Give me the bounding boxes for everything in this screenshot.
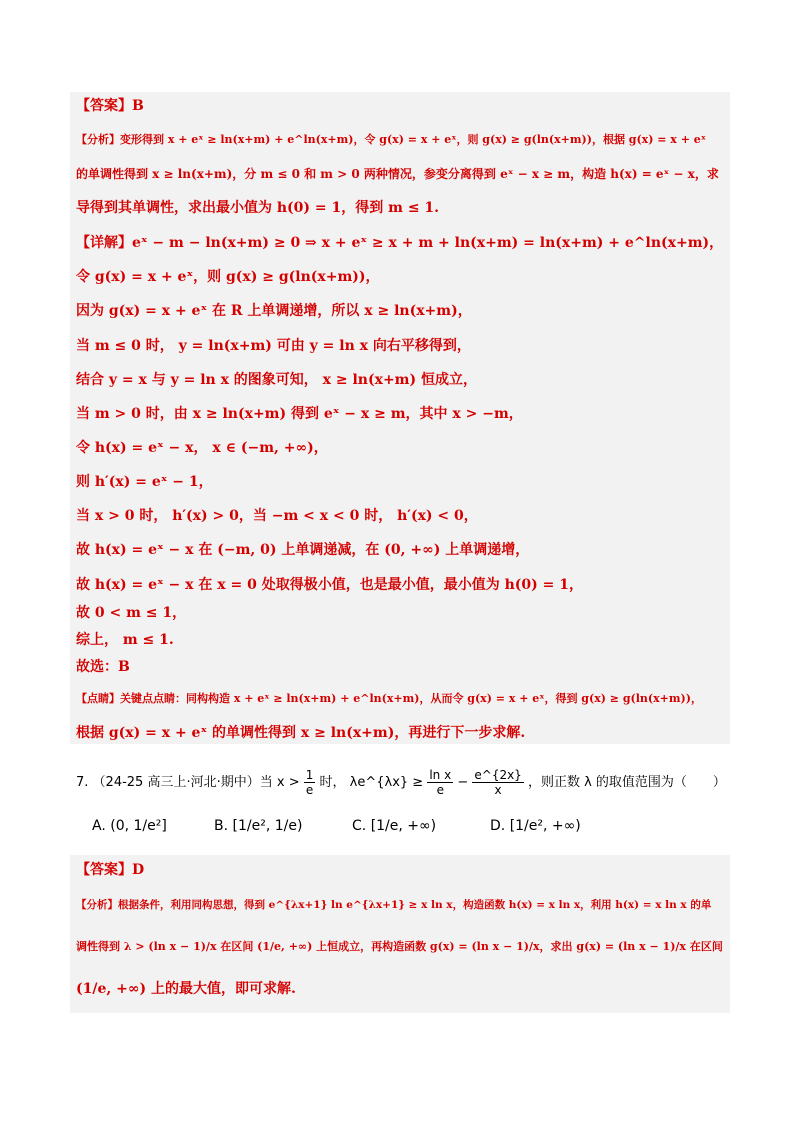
analysis-6-line2: 的单调性得到 x ≥ ln(x+m)，分 m ≤ 0 和 m > 0 两种情况，参变分离得到 eˣ − x ≥ m，构造 h(x) = eˣ − x，求 bbox=[76, 167, 719, 181]
option-b[interactable]: B. [1/e², 1/e) bbox=[214, 818, 303, 834]
question-7 bbox=[76, 768, 726, 797]
option-a[interactable]: A. (0, 1/e²] bbox=[92, 818, 167, 834]
question-number: 7. bbox=[76, 775, 89, 790]
answer-6: 【答案】B bbox=[76, 98, 144, 114]
detail-6-line4: 当 m ≤ 0 时， y = ln(x+m) 可由 y = ln x 向右平移得到， bbox=[76, 338, 471, 354]
condition-text-2: 时， λe^{λx} ≥ bbox=[319, 775, 424, 790]
analysis-7-line3: (1/e, +∞) 上的最大值，即可求解. bbox=[76, 981, 296, 997]
detail-6-line7: 令 h(x) = eˣ − x， x ∈ (−m, +∞)， bbox=[76, 440, 328, 456]
option-d[interactable]: D. [1/e², +∞) bbox=[490, 818, 581, 834]
option-c[interactable]: C. [1/e, +∞) bbox=[352, 818, 437, 834]
detail-6-line5: 结合 y = x 与 y = ln x 的图象可知， x ≥ ln(x+m) 恒成立， bbox=[76, 372, 477, 388]
key-point-6-line2: 根据 g(x) = x + eˣ 的单调性得到 x ≥ ln(x+m)，再进行下一步求解. bbox=[76, 725, 526, 741]
detail-6-line10: 故 h(x) = eˣ − x 在 (−m, 0) 上单调递减，在 (0, +∞) 上单调递增， bbox=[76, 542, 530, 558]
fraction-1-over-e: $\frac{1}{e}$ bbox=[305, 768, 314, 797]
detail-6-line11: 故 h(x) = eˣ − x 在 x = 0 处取得极小值，也是最小值，最小值为 h(0) = 1， bbox=[76, 577, 583, 593]
detail-6-line3: 因为 g(x) = x + eˣ 在 R 上单调递增，所以 x ≥ ln(x+m)， bbox=[76, 303, 472, 319]
analysis-7-line1: 【分析】根据条件，利用同构思想，得到 e^{λx+1} ln e^{λx+1} ≥ x ln x，构造函数 h(x) = x ln x，利用 h(x) = x ln x 的单 bbox=[76, 899, 712, 911]
detail-6-line6: 当 m > 0 时，由 x ≥ ln(x+m) 得到 eˣ − x ≥ m，其中 x > −m， bbox=[76, 406, 523, 422]
answer-7: 【答案】D bbox=[76, 862, 145, 878]
question-source: （24-25 高三上·河北·期中）当 bbox=[92, 775, 273, 790]
detail-6-line8: 则 h′(x) = eˣ − 1， bbox=[76, 474, 213, 490]
detail-6-line12: 故 0 < m ≤ 1， bbox=[76, 605, 187, 621]
fraction-e2x-over-x: $\frac{e\^{}\{2x\}}{x}$ bbox=[474, 768, 522, 797]
detail-6-line1: 【详解】eˣ − m − ln(x+m) ≥ 0 ⇒ x + eˣ ≥ x + m + ln(x+m) = ln(x+m) + e^ln(x+m)， bbox=[76, 235, 724, 251]
detail-6-line2: 令 g(x) = x + eˣ，则 g(x) ≥ g(ln(x+m))， bbox=[76, 269, 380, 285]
condition-text: x > bbox=[276, 775, 300, 790]
analysis-6-line3: 导得到其单调性，求出最小值为 h(0) = 1，得到 m ≤ 1. bbox=[76, 200, 440, 216]
key-point-6-line1: 【点睛】关键点点睛：同构构造 x + eˣ ≥ ln(x+m) + e^ln(x+m)，从而令 g(x) = x + eˣ，得到 g(x) ≥ g(ln(x+m))， bbox=[76, 692, 702, 705]
question-tail: ，则正数 λ 的取值范围为（ ） bbox=[527, 775, 726, 790]
detail-6-line13: 综上， m ≤ 1. bbox=[76, 632, 174, 648]
fraction-lnx-over-e: $\frac{\text{ln x}}{e}$ bbox=[429, 768, 452, 797]
analysis-6-line1: 【分析】变形得到 x + eˣ ≥ ln(x+m) + e^ln(x+m)，令 g(x) = x + eˣ，则 g(x) ≥ g(ln(x+m))，根据 g(x) = x + eˣ bbox=[76, 133, 706, 146]
minus-sign: − bbox=[457, 775, 469, 790]
choice-6: 故选：B bbox=[76, 659, 130, 675]
detail-6-line9: 当 x > 0 时， h′(x) > 0，当 −m < x < 0 时， h′(x) < 0， bbox=[76, 508, 478, 524]
analysis-7-line2: 调性得到 λ > (ln x − 1)/x 在区间 (1/e, +∞) 上恒成立，再构造函数 g(x) = (ln x − 1)/x，求出 g(x) = (ln x − 1)/x 在区间 bbox=[76, 940, 723, 953]
